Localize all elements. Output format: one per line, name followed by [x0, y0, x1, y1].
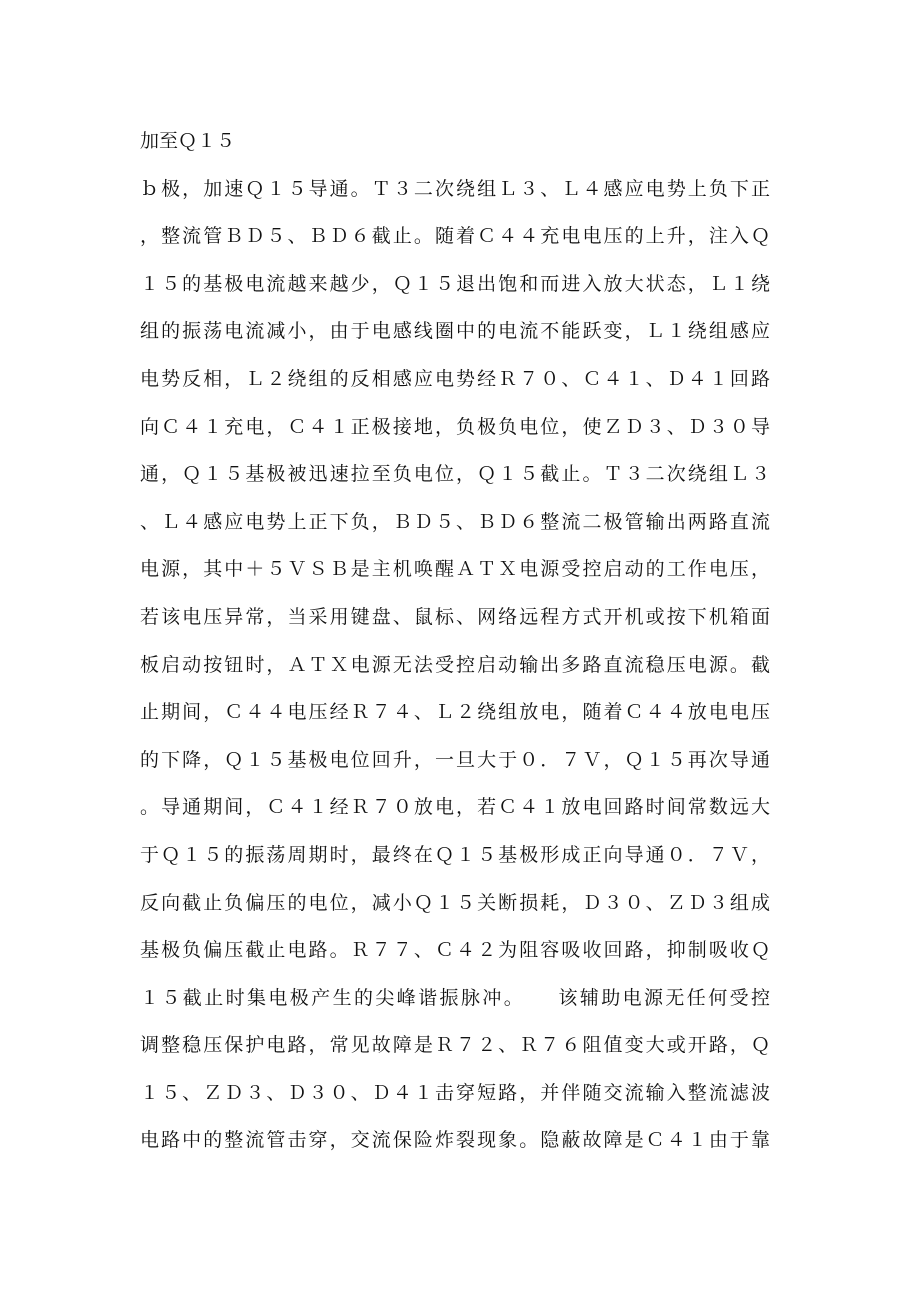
- text-line: 反向截止负偏压的电位，减小Ｑ１５关断损耗，Ｄ３０、ＺＤ３组成: [140, 891, 770, 914]
- text-line: 板启动按钮时，ＡＴＸ电源无法受控启动输出多路直流稳压电源。截: [140, 653, 770, 676]
- text-line: 组的振荡电流减小，由于电感线圈中的电流不能跃变，Ｌ１绕组感应: [140, 320, 770, 343]
- text-line: 于Ｑ１５的振荡周期时，最终在Ｑ１５基极形成正向导通０．７Ｖ，: [140, 843, 770, 866]
- text-line: 向Ｃ４１充电，Ｃ４１正极接地，负极负电位，使ＺＤ３、Ｄ３０导: [140, 415, 770, 438]
- text-line: 调整稳压保护电路，常见故障是Ｒ７２、Ｒ７６阻值变大或开路，Ｑ: [140, 1034, 770, 1057]
- text-line: ｂ极，加速Ｑ１５导通。Ｔ３二次绕组Ｌ３、Ｌ４感应电势上负下正: [140, 177, 770, 200]
- text-line: 若该电压异常，当采用键盘、鼠标、网络远程方式开机或按下机箱面: [140, 605, 770, 628]
- text-line: 电势反相，Ｌ２绕组的反相感应电势经Ｒ７０、Ｃ４１、Ｄ４１回路: [140, 367, 770, 390]
- text-line: 通，Ｑ１５基极被迅速拉至负电位，Ｑ１５截止。Ｔ３二次绕组Ｌ３: [140, 463, 770, 486]
- text-line: 加至Ｑ１５: [140, 130, 236, 152]
- body-text: [140, 118, 770, 1165]
- text-line: 、Ｌ４感应电势上正下负，ＢＤ５、ＢＤ６整流二极管输出两路直流: [140, 510, 770, 533]
- text-line: 的下降，Ｑ１５基极电位回升，一旦大于０．７Ｖ，Ｑ１５再次导通: [140, 748, 770, 771]
- text-line: ，整流管ＢＤ５、ＢＤ６截止。随着Ｃ４４充电电压的上升，注入Ｑ: [140, 225, 770, 248]
- text-line: 基极负偏压截止电路。Ｒ７７、Ｃ４２为阻容吸收回路，抑制吸收Ｑ: [140, 939, 770, 962]
- text-line: 。导通期间，Ｃ４１经Ｒ７０放电，若Ｃ４１放电回路时间常数远大: [140, 796, 770, 819]
- text-line: 止期间，Ｃ４４电压经Ｒ７４、Ｌ２绕组放电，随着Ｃ４４放电电压: [140, 701, 770, 724]
- text-line: 电路中的整流管击穿，交流保险炸裂现象。隐蔽故障是Ｃ４１由于靠: [140, 1129, 770, 1152]
- text-line: １５的基极电流越来越少，Ｑ１５退出饱和而进入放大状态，Ｌ１绕: [140, 272, 770, 295]
- text-line: 电源，其中＋５ＶＳＢ是主机唤醒ＡＴＸ电源受控启动的工作电压，: [140, 558, 770, 581]
- text-line: １５、ＺＤ３、Ｄ３０、Ｄ４１击穿短路，并伴随交流输入整流滤波: [140, 1081, 770, 1104]
- text-line: １５截止时集电极产生的尖峰谐振脉冲。 该辅助电源无任何受控: [140, 986, 770, 1009]
